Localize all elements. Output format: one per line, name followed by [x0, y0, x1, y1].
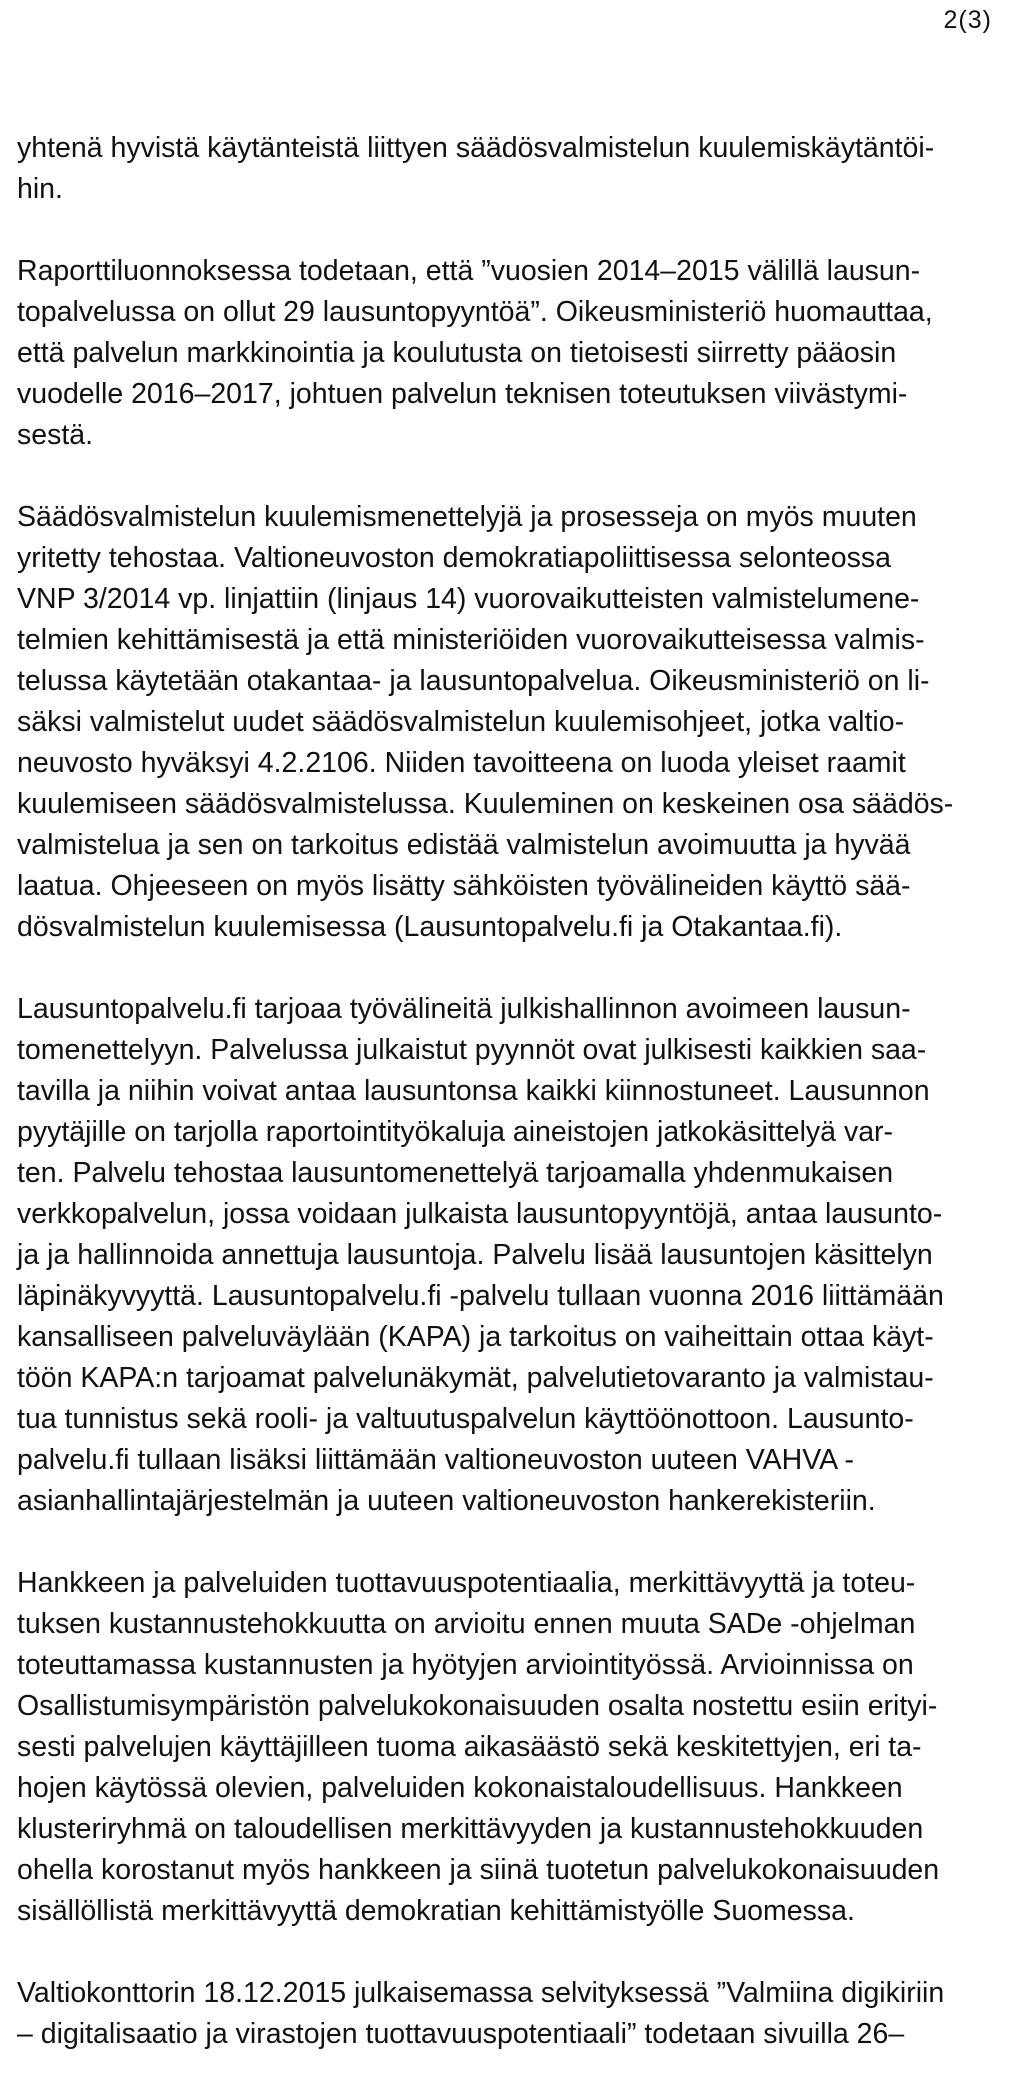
paragraph-5: Hankkeen ja palveluiden tuottavuuspotentiaalia, merkittävyyttä ja toteu- tuksen kustannustehokkuutta on arvioitu ennen muuta SADe -ohjelman toteuttamassa kustannusten ja hyötyjen arviointityössä. Arvioinnissa on Osallistumisympäristön palvelukokonaisuuden osalta nostettu esiin erityi- sesti palvelujen käyttäjilleen tuoma aikasäästö sekä keskitettyjen, eri ta- hojen käytössä olevien, palveluiden kokonaistaloudellisuus. Hankkeen klusteriryhmä on taloudellisen merkittävyyden ja kustannustehokkuuden ohella korostanut myös hankkeen ja siinä tuotetun palvelukokonaisuuden sisällöllistä merkittävyyttä demokratian kehittämistyölle Suomessa.	[17, 1567, 940, 1927]
document-body	[17, 128, 1007, 2055]
paragraph-6: Valtiokonttorin 18.12.2015 julkaisemassa selvityksessä ”Valmiina digikiriin – digitalisaatio ja virastojen tuottavuuspotentiaali” todetaan sivuilla 26–	[17, 1977, 945, 2050]
paragraph-1: yhtenä hyvistä käytänteistä liittyen säädösvalmistelun kuulemiskäytäntöi- hin.	[17, 132, 935, 205]
paragraph-3: Säädösvalmistelun kuulemismenettelyjä ja prosesseja on myös muuten yritetty tehostaa. Valtioneuvoston demokratiapoliittisessa selonteossa VNP 3/2014 vp. linjattiin (linjaus 14) vuorovaikutteisten valmistelumene- telmien kehittämisestä ja että ministeriöiden vuorovaikutteisessa valmis- telussa käytetään otakantaa- ja lausuntopalvelua. Oikeusministeriö on li- säksi valmistelut uudet säädösvalmistelun kuulemisohjeet, jotka valtio- neuvosto hyväksyi 4.2.2106. Niiden tavoitteena on luoda yleiset raamit kuulemiseen säädösvalmistelussa. Kuuleminen on keskeinen osa säädös- valmistelua ja sen on tarkoitus edistää valmistelun avoimuutta ja hyvää laatua. Ohjeeseen on myös lisätty sähköisten työvälineiden käyttö sää- dösvalmistelun kuulemisessa (Lausuntopalvelu.fi ja Otakantaa.fi).	[17, 501, 954, 943]
paragraph-4: Lausuntopalvelu.fi tarjoaa työvälineitä julkishallinnon avoimeen lausun- tomenettelyyn. Palvelussa julkaistut pyynnöt ovat julkisesti kaikkien saa- tavilla ja niihin voivat antaa lausuntonsa kaikki kiinnostuneet. Lausunnon pyytäjille on tarjolla raportointityökaluja aineistojen jatkokäsittelyä var- ten. Palvelu tehostaa lausuntomenettelyä tarjoamalla yhdenmukaisen verkkopalvelun, jossa voidaan julkaista lausuntopyyntöjä, antaa lausunto- ja ja hallinnoida annettuja lausuntoja. Palvelu lisää lausuntojen käsittelyn läpinäkyvyyttä. Lausuntopalvelu.fi -palvelu tullaan vuonna 2016 liittämään kansalliseen palveluväylään (KAPA) ja tarkoitus on vaiheittain ottaa käyt- töön KAPA:n tarjoamat palvelunäkymät, palvelutietovaranto ja valmistau- tua tunnistus sekä rooli- ja valtuutuspalvelun käyttöönottoon. Lausunto- palvelu.fi tullaan lisäksi liittämään valtioneuvoston uuteen VAHVA - asianhallintajärjestelmän ja uuteen valtioneuvoston hankerekisteriin.	[17, 993, 944, 1517]
page-number: 2(3)	[943, 6, 992, 34]
paragraph-2: Raporttiluonnoksessa todetaan, että ”vuosien 2014–2015 välillä lausun- topalvelussa on ollut 29 lausuntopyyntöä”. Oikeusministeriö huomauttaa, että palvelun markkinointia ja koulutusta on tietoisesti siirretty pääosin vuodelle 2016–2017, johtuen palvelun teknisen toteutuksen viivästymi- sestä.	[17, 255, 933, 451]
